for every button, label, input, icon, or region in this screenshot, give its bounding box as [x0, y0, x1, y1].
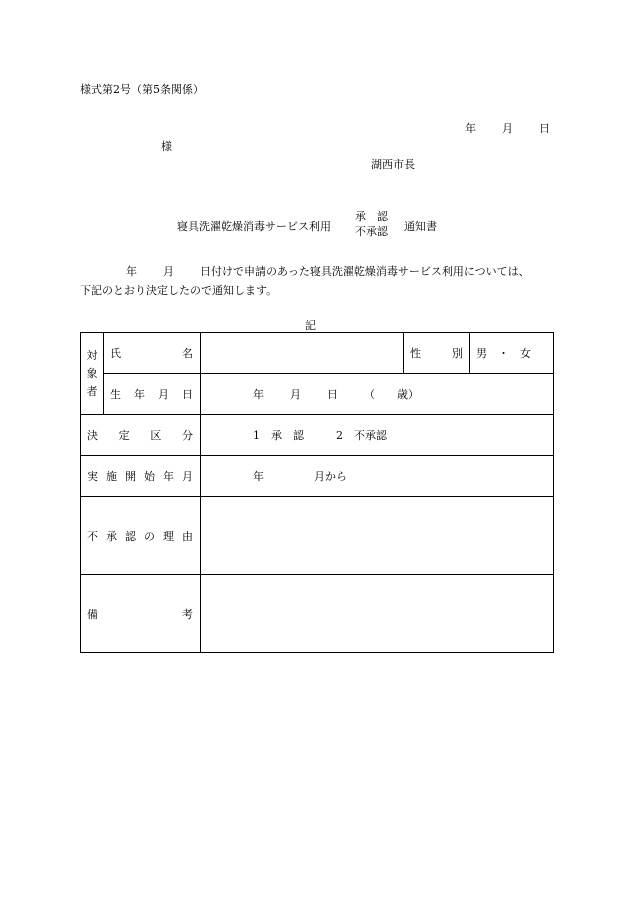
- decision-table: [80, 332, 554, 653]
- addressee: 様: [161, 140, 172, 153]
- birth-value[interactable]: 年 月 日 （ 歳）: [201, 374, 554, 415]
- table-row-reason: [81, 497, 554, 575]
- title-option-reject: 不承認: [355, 225, 388, 238]
- decision-option-1[interactable]: 1 承 認: [253, 429, 304, 442]
- table-row-remarks: [81, 575, 554, 653]
- table-row-start: [81, 456, 554, 497]
- start-value[interactable]: 年 月から: [201, 456, 554, 497]
- remarks-label: 備 考: [81, 575, 201, 653]
- issuer: 湖西市長: [371, 158, 415, 171]
- date-year: 年: [465, 122, 476, 135]
- table-row-birth: [81, 374, 554, 415]
- date-month: 月: [502, 122, 513, 135]
- reason-label: 不 承 認 の 理 由: [81, 497, 201, 575]
- body-line-1-text: 日付けで申請のあった寝具洗濯乾燥消毒サービス利用については、: [200, 265, 530, 278]
- gender-label: 性 別: [404, 333, 470, 374]
- body-line-2: 下記のとおり決定したので通知します。: [80, 284, 278, 297]
- birth-label: 生 年 月 日: [104, 374, 201, 415]
- ki-heading: 記: [305, 319, 316, 332]
- decision-value[interactable]: [201, 415, 554, 456]
- date-day: 日: [539, 122, 550, 135]
- title-option-approve: 承 認: [355, 210, 388, 223]
- decision-label: 決 定 区 分: [81, 415, 201, 456]
- subject-label: 対象者: [81, 333, 104, 415]
- gender-value[interactable]: 男 ・ 女: [470, 333, 554, 374]
- remarks-value[interactable]: [201, 575, 554, 653]
- start-label: 実 施 開 始 年 月: [81, 456, 201, 497]
- decision-option-2[interactable]: 2 不承認: [336, 429, 387, 442]
- body-line-1: [80, 263, 530, 279]
- table-row-decision: [81, 415, 554, 456]
- table-row-name: [81, 333, 554, 374]
- reason-value[interactable]: [201, 497, 554, 575]
- document-title: 寝具洗濯乾燥消毒サービス利用: [177, 220, 331, 233]
- form-number: 様式第2号（第5条関係）: [80, 83, 204, 96]
- body-month: 月: [163, 265, 174, 278]
- body-year: 年: [126, 265, 137, 278]
- name-label: 氏 名: [104, 333, 201, 374]
- issue-date: [465, 120, 550, 136]
- name-value[interactable]: [201, 333, 404, 374]
- title-suffix: 通知書: [404, 220, 437, 233]
- title-decision-options: [355, 209, 388, 239]
